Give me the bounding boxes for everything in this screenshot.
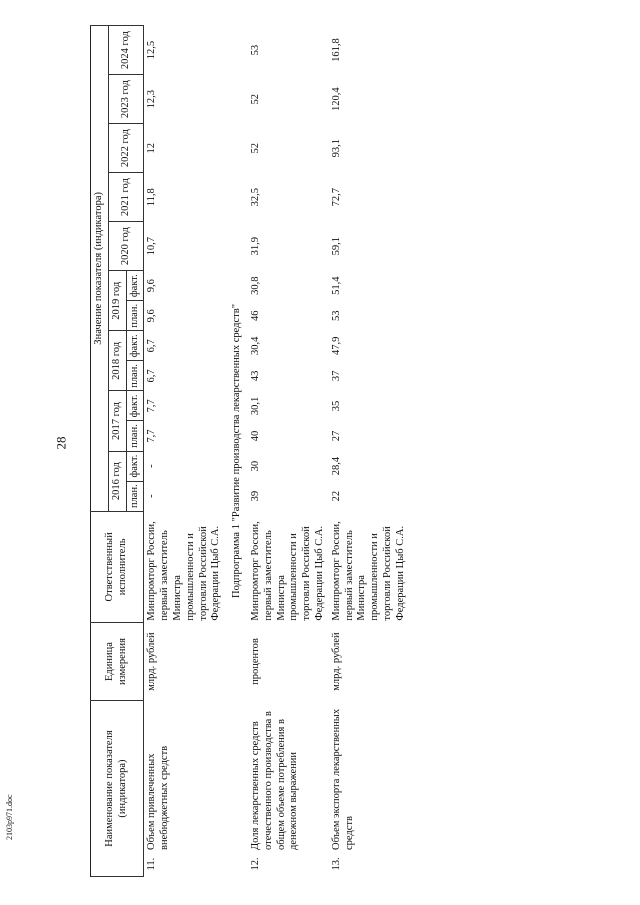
header-year: 2019 год — [108, 271, 126, 331]
value-cell: 30,1 — [249, 396, 261, 416]
value-cell: 37 — [330, 370, 342, 382]
header-fact: факт. — [126, 391, 144, 421]
page-number: 28 — [53, 436, 69, 450]
header-year: 2023 год — [108, 75, 144, 124]
header-executor: Ответственный исполнитель — [91, 511, 144, 622]
indicator-name: Объем экспорта лекарственных средств — [330, 708, 355, 850]
row-number: 13. — [330, 857, 342, 871]
value-cell: 120,4 — [330, 87, 342, 111]
header-year: 2021 год — [108, 173, 144, 222]
header-year: 2017 год — [108, 391, 126, 451]
unit-cell: млрд. рублей — [330, 632, 342, 691]
header-year: 2022 год — [108, 124, 144, 173]
header-year: 2024 год — [108, 26, 144, 75]
value-cell: 12 — [146, 142, 158, 154]
value-cell: 59,1 — [330, 237, 342, 256]
value-cell: 6,7 — [146, 369, 158, 383]
executor-cell: Минпромторг России, первый заместитель Министра промышленности и торговли Российской Федерации Цыб С.А. — [146, 521, 222, 621]
header-year: 2016 год — [108, 451, 126, 511]
value-cell: 9,6 — [146, 309, 158, 323]
row-number: 11. — [146, 857, 158, 871]
table-row — [248, 26, 329, 877]
value-cell: 12,5 — [146, 40, 158, 60]
table-row — [144, 26, 225, 877]
subprogram-title: Подпрограмма 1 "Развитие производства лекарственных средств" — [231, 304, 243, 598]
header-name: Наименование показателя (индикатора) — [91, 701, 144, 877]
header-value: Значение показателя (индикатора) — [91, 26, 109, 512]
document-code: 2103р971.doc — [5, 794, 14, 840]
header-plan: план. — [126, 421, 144, 451]
value-cell: 31,9 — [249, 237, 261, 256]
value-cell: - — [146, 464, 158, 468]
header-fact: факт. — [126, 451, 144, 481]
table-row — [329, 26, 410, 877]
value-cell: 46 — [249, 310, 261, 322]
header-fact: факт. — [126, 271, 144, 301]
value-cell: 30 — [249, 460, 261, 472]
value-cell: 10,7 — [146, 237, 158, 256]
indicator-name: Доля лекарственных средств отечественного производства в общем объеме потребления в денежном выражении — [249, 711, 300, 850]
value-cell: 7,7 — [146, 399, 158, 413]
value-cell: 11,8 — [146, 188, 158, 207]
value-cell: 53 — [249, 44, 261, 56]
value-cell: 9,6 — [146, 279, 158, 293]
header-plan: план. — [126, 481, 144, 511]
value-cell: 7,7 — [146, 429, 158, 443]
value-cell: 28,4 — [330, 456, 342, 476]
indicators-table — [90, 25, 410, 877]
row-number: 12. — [249, 857, 261, 871]
value-cell: 27 — [330, 430, 342, 442]
value-cell: - — [146, 494, 158, 498]
executor-cell: Минпромторг России, первый заместитель Министра промышленности и торговли Российской Федерации Цыб С.А. — [330, 521, 406, 621]
value-cell: 93,1 — [330, 139, 342, 158]
value-cell: 32,5 — [249, 188, 261, 207]
value-cell: 6,7 — [146, 339, 158, 353]
value-cell: 22 — [330, 490, 342, 502]
value-cell: 35 — [330, 400, 342, 412]
value-cell: 52 — [249, 93, 261, 105]
executor-cell: Минпромторг России, первый заместитель Министра промышленности и торговли Российской Федерации Цыб С.А. — [249, 521, 325, 621]
value-cell: 12,3 — [146, 90, 158, 109]
value-cell: 43 — [249, 370, 261, 382]
value-cell: 30,8 — [249, 276, 261, 295]
value-cell: 40 — [249, 430, 261, 442]
value-cell: 30,4 — [249, 336, 261, 356]
value-cell: 52 — [249, 142, 261, 154]
unit-cell: процентов — [249, 638, 261, 685]
value-cell: 51,4 — [330, 276, 342, 295]
indicator-name: Объем привлеченных внебюджетных средств — [146, 745, 171, 850]
header-year: 2020 год — [108, 222, 144, 271]
value-cell: 47,9 — [330, 336, 342, 356]
value-cell: 53 — [330, 310, 342, 322]
rotated-page — [90, 17, 610, 877]
header-year: 2018 год — [108, 331, 126, 391]
value-cell: 39 — [249, 490, 261, 502]
subprogram-row — [225, 26, 248, 877]
value-cell: 161,8 — [330, 38, 342, 62]
header-plan: план. — [126, 301, 144, 331]
header-unit: Единица измерения — [91, 623, 144, 701]
header-fact: факт. — [126, 331, 144, 361]
value-cell: 72,7 — [330, 188, 342, 207]
header-plan: план. — [126, 361, 144, 391]
unit-cell: млрд. рублей — [146, 632, 158, 691]
